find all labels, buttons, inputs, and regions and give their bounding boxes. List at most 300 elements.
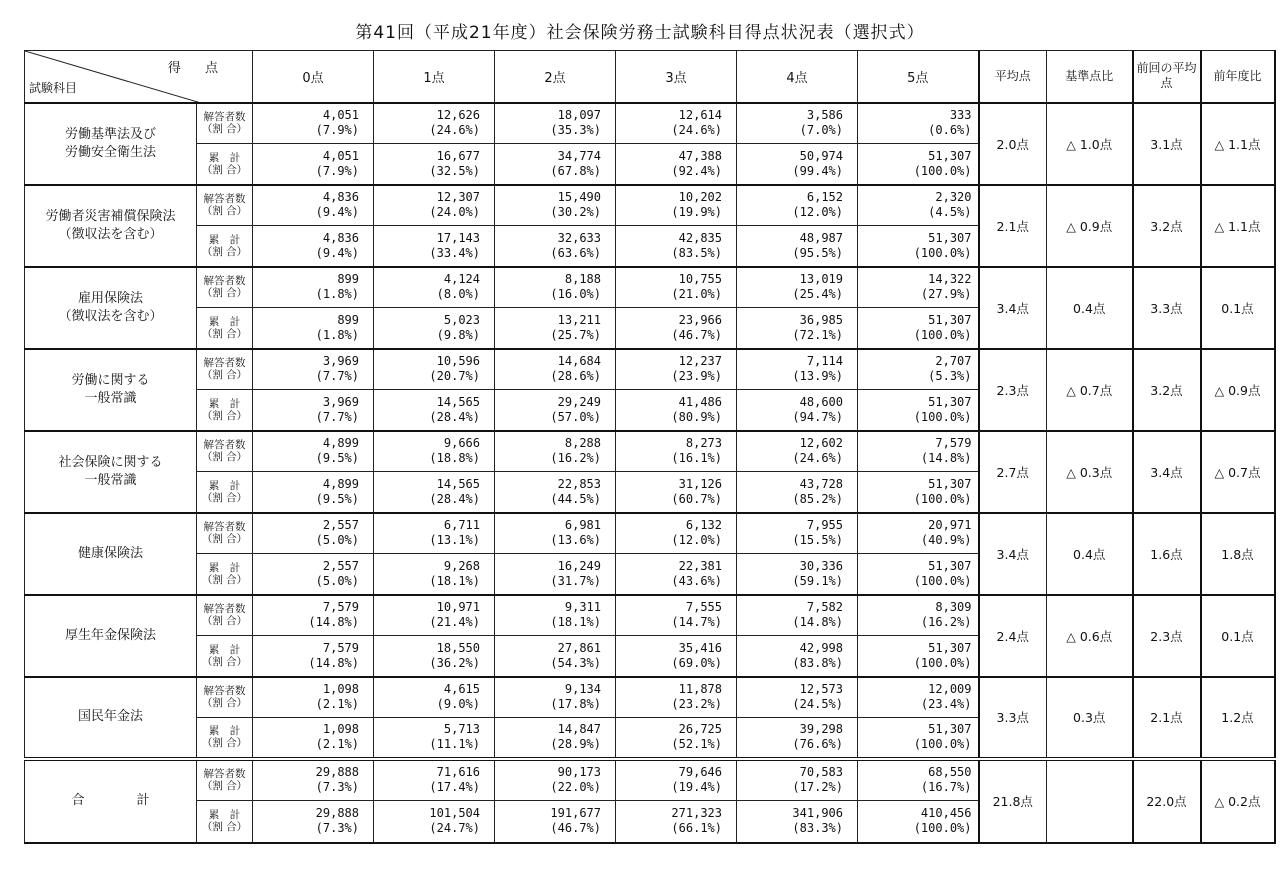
table-row <box>25 677 1275 718</box>
value-number: 12,602 <box>799 436 843 451</box>
value-percent: (100.0%) <box>913 409 972 424</box>
value-cell <box>616 554 737 595</box>
value-number: 29,888 <box>315 765 359 780</box>
value-cell <box>616 636 737 677</box>
row-label-count <box>197 185 253 226</box>
value-cell <box>253 431 374 472</box>
value-percent: (17.2%) <box>792 780 843 795</box>
value-percent: (99.4%) <box>792 163 843 178</box>
col-header-2: 2点 <box>495 51 616 103</box>
value-percent: (28.4%) <box>429 409 480 424</box>
subject-name-line1: 社会保険に関する <box>58 454 163 470</box>
value-percent: (14.8%) <box>920 451 972 466</box>
value-number: 4,124 <box>443 272 480 287</box>
base-diff-cell: △ 0.7点 <box>1047 349 1133 431</box>
value-number: 34,774 <box>557 148 601 163</box>
value-cell <box>374 513 495 554</box>
value-percent: (21.0%) <box>671 287 722 302</box>
value-percent: (54.3%) <box>550 655 601 670</box>
row-label-sub: （割 合） <box>201 697 248 710</box>
value-percent: (28.4%) <box>429 491 480 506</box>
value-percent: (63.6%) <box>550 245 601 260</box>
table-row <box>25 759 1275 801</box>
subject-name-line1: 雇用保険法 <box>77 290 143 306</box>
base-diff-cell: 0.4点 <box>1047 267 1133 349</box>
header-row <box>25 51 1275 103</box>
value-percent: (32.5%) <box>429 163 480 178</box>
row-label-main: 累 計 <box>208 397 241 410</box>
value-number: 4,836 <box>322 190 359 205</box>
value-number: 14,847 <box>557 722 601 737</box>
value-cell <box>253 554 374 595</box>
value-cell <box>737 513 858 554</box>
value-percent: (1.8%) <box>315 287 359 302</box>
value-number: 333 <box>949 108 972 123</box>
row-label-main: 解答者数 <box>203 439 246 452</box>
row-label-sub: （割 合） <box>201 821 248 834</box>
row-label-cum <box>197 144 253 185</box>
row-label-main: 解答者数 <box>203 275 246 288</box>
col-header-0: 0点 <box>253 51 374 103</box>
value-cell <box>495 759 616 801</box>
prev-average-cell: 3.3点 <box>1133 267 1201 349</box>
value-number: 6,981 <box>564 518 601 533</box>
row-label-main: 解答者数 <box>203 193 246 206</box>
value-cell <box>616 513 737 554</box>
value-percent: (43.6%) <box>671 573 722 588</box>
value-number: 12,573 <box>799 682 843 697</box>
row-label-count <box>197 103 253 144</box>
row-label-main: 累 計 <box>208 725 241 738</box>
row-label-sub: （割 合） <box>201 327 248 340</box>
value-cell <box>858 349 979 390</box>
value-number: 7,579 <box>322 640 359 655</box>
table-body <box>25 103 1275 843</box>
value-percent: (17.4%) <box>429 780 480 795</box>
yoy-cell: △ 1.1点 <box>1201 185 1275 267</box>
row-label-sub: （割 合） <box>201 573 248 586</box>
value-cell <box>253 718 374 759</box>
row-label-main: 解答者数 <box>203 521 246 534</box>
value-percent: (27.9%) <box>920 287 972 302</box>
row-label-cum <box>197 801 253 843</box>
value-cell <box>374 431 495 472</box>
value-number: 12,626 <box>436 108 480 123</box>
value-number: 48,600 <box>799 394 843 409</box>
value-cell <box>495 390 616 431</box>
prev-average-cell: 3.1点 <box>1133 103 1201 185</box>
value-percent: (24.6%) <box>792 451 843 466</box>
col-header-yoy: 前年度比 <box>1201 51 1275 103</box>
table-row <box>25 185 1275 226</box>
row-label-cum <box>197 472 253 513</box>
value-percent: (16.2%) <box>920 615 972 630</box>
value-cell <box>495 677 616 718</box>
value-number: 17,143 <box>436 230 480 245</box>
value-cell <box>253 267 374 308</box>
row-label-count <box>197 513 253 554</box>
value-cell <box>858 554 979 595</box>
value-percent: (17.8%) <box>550 697 601 712</box>
value-percent: (83.5%) <box>671 245 722 260</box>
value-cell <box>858 226 979 267</box>
value-cell <box>374 390 495 431</box>
value-number: 22,381 <box>678 558 722 573</box>
row-label-sub: （割 合） <box>201 655 248 668</box>
value-number: 71,616 <box>436 765 480 780</box>
value-number: 191,677 <box>550 806 601 821</box>
value-number: 4,899 <box>322 436 359 451</box>
value-number: 23,966 <box>678 312 722 327</box>
value-number: 7,955 <box>806 518 843 533</box>
subject-name <box>25 103 197 185</box>
value-number: 10,971 <box>436 600 480 615</box>
value-number: 101,504 <box>429 806 480 821</box>
value-percent: (100.0%) <box>913 821 972 836</box>
value-number: 9,268 <box>443 558 480 573</box>
value-percent: (33.4%) <box>429 245 480 260</box>
subject-name-line1: 合 計 <box>71 793 150 808</box>
value-number: 410,456 <box>920 806 972 821</box>
value-number: 47,388 <box>678 148 722 163</box>
value-cell <box>374 185 495 226</box>
value-number: 51,307 <box>928 394 972 409</box>
value-number: 9,311 <box>564 600 601 615</box>
value-percent: (19.9%) <box>671 205 722 220</box>
value-number: 5,713 <box>443 722 480 737</box>
row-label-sub: （割 合） <box>201 615 248 628</box>
value-cell <box>495 595 616 636</box>
value-cell <box>374 349 495 390</box>
value-percent: (21.4%) <box>429 615 480 630</box>
value-number: 29,888 <box>315 806 359 821</box>
value-number: 90,173 <box>557 765 601 780</box>
row-label-main: 累 計 <box>208 233 241 246</box>
value-number: 11,878 <box>678 682 722 697</box>
value-number: 29,249 <box>557 394 601 409</box>
value-percent: (60.7%) <box>671 491 722 506</box>
table-row <box>25 267 1275 308</box>
value-number: 1,098 <box>322 722 359 737</box>
row-label-sub: （割 合） <box>201 491 248 504</box>
average-cell: 3.3点 <box>979 677 1047 759</box>
value-number: 41,486 <box>678 394 722 409</box>
value-number: 9,666 <box>443 436 480 451</box>
row-label-sub: （割 合） <box>201 163 248 176</box>
value-percent: (100.0%) <box>913 737 972 752</box>
value-number: 18,550 <box>436 640 480 655</box>
col-header-1: 1点 <box>374 51 495 103</box>
value-number: 4,615 <box>443 682 480 697</box>
value-number: 10,202 <box>678 190 722 205</box>
value-percent: (16.1%) <box>671 451 722 466</box>
value-percent: (2.1%) <box>315 697 359 712</box>
table-row <box>25 431 1275 472</box>
value-cell <box>616 431 737 472</box>
value-cell <box>253 636 374 677</box>
value-percent: (16.7%) <box>920 780 972 795</box>
value-cell <box>858 718 979 759</box>
value-percent: (24.6%) <box>671 123 722 138</box>
value-cell <box>253 185 374 226</box>
value-number: 7,114 <box>806 354 843 369</box>
value-number: 51,307 <box>928 230 972 245</box>
average-cell: 2.4点 <box>979 595 1047 677</box>
col-header-base-diff: 基準点比 <box>1047 51 1133 103</box>
value-number: 20,971 <box>928 518 972 533</box>
value-cell <box>253 103 374 144</box>
value-number: 51,307 <box>928 640 972 655</box>
subject-name-line2: （徴収法を含む） <box>58 308 163 324</box>
value-number: 8,309 <box>935 600 972 615</box>
subject-name-line2: 一般常識 <box>84 390 137 406</box>
value-number: 26,725 <box>678 722 722 737</box>
row-label-main: 解答者数 <box>203 603 246 616</box>
value-cell <box>374 226 495 267</box>
value-cell <box>253 308 374 349</box>
value-cell <box>737 103 858 144</box>
row-label-sub: （割 合） <box>201 409 248 422</box>
row-label-cum <box>197 226 253 267</box>
value-cell <box>616 472 737 513</box>
yoy-cell: △ 0.2点 <box>1201 759 1275 843</box>
value-cell <box>858 677 979 718</box>
value-cell <box>253 595 374 636</box>
value-number: 70,583 <box>799 765 843 780</box>
value-cell <box>616 144 737 185</box>
value-cell <box>374 595 495 636</box>
subject-name <box>25 595 197 677</box>
table-row <box>25 103 1275 144</box>
row-label-sub: （割 合） <box>201 205 248 218</box>
value-percent: (13.6%) <box>550 533 601 548</box>
subject-name-line1: 健康保険法 <box>77 545 143 561</box>
value-percent: (7.7%) <box>315 369 359 384</box>
value-cell <box>616 185 737 226</box>
prev-average-cell: 2.1点 <box>1133 677 1201 759</box>
value-number: 4,051 <box>322 108 359 123</box>
value-cell <box>737 308 858 349</box>
average-cell: 2.0点 <box>979 103 1047 185</box>
value-percent: (85.2%) <box>792 491 843 506</box>
value-number: 4,051 <box>322 148 359 163</box>
value-percent: (16.2%) <box>550 451 601 466</box>
value-number: 6,711 <box>443 518 480 533</box>
value-percent: (100.0%) <box>913 655 972 670</box>
value-number: 22,853 <box>557 476 601 491</box>
value-percent: (100.0%) <box>913 163 972 178</box>
value-cell <box>737 390 858 431</box>
row-label-main: 累 計 <box>208 809 241 822</box>
value-cell <box>737 718 858 759</box>
value-cell <box>616 759 737 801</box>
value-percent: (14.8%) <box>792 615 843 630</box>
subject-name-line1: 国民年金法 <box>77 709 143 724</box>
value-percent: (92.4%) <box>671 163 722 178</box>
value-percent: (7.3%) <box>315 821 359 836</box>
value-percent: (69.0%) <box>671 655 722 670</box>
value-percent: (100.0%) <box>913 491 972 506</box>
value-number: 31,126 <box>678 476 722 491</box>
value-cell <box>374 308 495 349</box>
value-cell <box>253 801 374 843</box>
value-number: 3,969 <box>322 394 359 409</box>
row-label-main: 累 計 <box>208 315 241 328</box>
subject-name-line2: （徴収法を含む） <box>58 226 163 242</box>
value-percent: (12.0%) <box>671 533 722 548</box>
table-row <box>25 349 1275 390</box>
row-label-cum <box>197 718 253 759</box>
value-cell <box>858 390 979 431</box>
value-number: 5,023 <box>443 312 480 327</box>
row-label-cum <box>197 554 253 595</box>
value-cell <box>858 308 979 349</box>
value-percent: (67.8%) <box>550 163 601 178</box>
value-cell <box>737 595 858 636</box>
value-cell <box>495 103 616 144</box>
value-percent: (46.7%) <box>550 821 601 836</box>
value-cell <box>253 144 374 185</box>
value-cell <box>737 636 858 677</box>
subject-name <box>25 267 197 349</box>
value-percent: (19.4%) <box>671 780 722 795</box>
value-percent: (7.0%) <box>799 123 843 138</box>
value-number: 10,755 <box>678 272 722 287</box>
value-percent: (14.7%) <box>671 615 722 630</box>
base-diff-cell: △ 1.0点 <box>1047 103 1133 185</box>
average-cell: 21.8点 <box>979 759 1047 843</box>
value-cell <box>495 144 616 185</box>
value-number: 18,097 <box>557 108 601 123</box>
value-percent: (7.7%) <box>315 409 359 424</box>
corner-header <box>25 51 253 103</box>
value-number: 13,019 <box>799 272 843 287</box>
value-cell <box>616 308 737 349</box>
value-number: 2,707 <box>935 354 972 369</box>
row-label-count <box>197 595 253 636</box>
value-cell <box>374 554 495 595</box>
value-percent: (25.7%) <box>550 327 601 342</box>
value-cell <box>495 718 616 759</box>
value-cell <box>858 144 979 185</box>
row-label-count <box>197 677 253 718</box>
value-percent: (13.9%) <box>792 369 843 384</box>
value-cell <box>858 759 979 801</box>
value-cell <box>737 801 858 843</box>
value-cell <box>374 144 495 185</box>
value-percent: (23.4%) <box>920 697 972 712</box>
row-label-cum <box>197 636 253 677</box>
row-label-sub: （割 合） <box>201 123 248 136</box>
value-number: 51,307 <box>928 312 972 327</box>
value-number: 32,633 <box>557 230 601 245</box>
value-cell <box>737 759 858 801</box>
value-number: 15,490 <box>557 190 601 205</box>
value-percent: (4.5%) <box>928 205 972 220</box>
value-number: 12,614 <box>678 108 722 123</box>
value-cell <box>737 226 858 267</box>
value-number: 6,132 <box>685 518 722 533</box>
average-cell: 2.1点 <box>979 185 1047 267</box>
value-cell <box>253 226 374 267</box>
value-number: 42,998 <box>799 640 843 655</box>
value-cell <box>737 472 858 513</box>
value-cell <box>495 636 616 677</box>
value-percent: (40.9%) <box>920 533 972 548</box>
subject-name-line1: 労働者災害補償保険法 <box>45 208 176 224</box>
col-header-average: 平均点 <box>979 51 1047 103</box>
value-percent: (83.8%) <box>792 655 843 670</box>
value-percent: (14.8%) <box>308 615 359 630</box>
row-label-sub: （割 合） <box>201 533 248 546</box>
row-label-main: 累 計 <box>208 151 241 164</box>
value-percent: (18.8%) <box>429 451 480 466</box>
value-percent: (72.1%) <box>792 327 843 342</box>
value-percent: (23.2%) <box>671 697 722 712</box>
base-diff-cell <box>1047 759 1133 843</box>
row-label-main: 累 計 <box>208 561 241 574</box>
value-cell <box>495 267 616 308</box>
value-cell <box>253 390 374 431</box>
value-cell <box>253 472 374 513</box>
value-percent: (57.0%) <box>550 409 601 424</box>
value-percent: (1.8%) <box>315 327 359 342</box>
value-cell <box>737 267 858 308</box>
subject-name-line2: 一般常識 <box>84 472 137 488</box>
row-label-main: 解答者数 <box>203 768 246 781</box>
document-title: 第41回（平成21年度）社会保険労務士試験科目得点状況表（選択式） <box>355 23 925 43</box>
base-diff-cell: 0.3点 <box>1047 677 1133 759</box>
value-percent: (25.4%) <box>792 287 843 302</box>
value-number: 4,899 <box>322 476 359 491</box>
value-cell <box>616 718 737 759</box>
value-number: 341,906 <box>792 806 843 821</box>
value-number: 51,307 <box>928 722 972 737</box>
value-percent: (24.5%) <box>792 697 843 712</box>
value-percent: (9.0%) <box>436 697 480 712</box>
value-number: 14,684 <box>557 354 601 369</box>
value-cell <box>616 267 737 308</box>
corner-subject-label: 試験科目 <box>29 80 78 95</box>
value-number: 12,009 <box>928 682 972 697</box>
yoy-cell: △ 0.7点 <box>1201 431 1275 513</box>
value-number: 51,307 <box>928 558 972 573</box>
prev-average-cell: 1.6点 <box>1133 513 1201 595</box>
value-percent: (46.7%) <box>671 327 722 342</box>
value-cell <box>616 677 737 718</box>
value-number: 2,320 <box>935 190 972 205</box>
yoy-cell: 0.1点 <box>1201 595 1275 677</box>
value-percent: (18.1%) <box>429 573 480 588</box>
value-cell <box>616 349 737 390</box>
value-percent: (100.0%) <box>913 573 972 588</box>
row-label-sub: （割 合） <box>201 780 248 793</box>
value-percent: (7.9%) <box>315 123 359 138</box>
value-cell <box>858 801 979 843</box>
value-number: 7,555 <box>685 600 722 615</box>
average-cell: 3.4点 <box>979 267 1047 349</box>
value-cell <box>374 472 495 513</box>
average-cell: 2.3点 <box>979 349 1047 431</box>
value-cell <box>737 144 858 185</box>
value-cell <box>737 185 858 226</box>
subject-name <box>25 185 197 267</box>
value-percent: (8.0%) <box>436 287 480 302</box>
value-number: 10,596 <box>436 354 480 369</box>
score-status-table <box>24 50 1276 844</box>
yoy-cell: △ 1.1点 <box>1201 103 1275 185</box>
value-percent: (24.6%) <box>429 123 480 138</box>
